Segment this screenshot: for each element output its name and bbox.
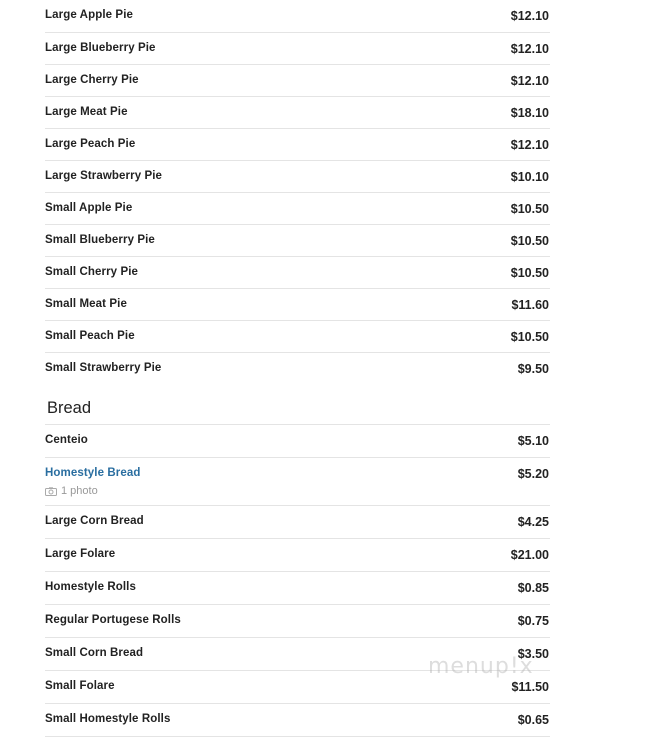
menu-item bbox=[45, 257, 550, 289]
item-price: $4.25 bbox=[517, 515, 549, 529]
item-price: $12.10 bbox=[510, 74, 549, 88]
item-name: Centeio bbox=[45, 434, 88, 446]
photo-link[interactable] bbox=[45, 485, 140, 497]
item-name: Homestyle Rolls bbox=[45, 581, 136, 593]
item-price: $10.50 bbox=[510, 202, 549, 216]
item-price: $11.50 bbox=[511, 680, 549, 694]
camera-icon bbox=[45, 487, 57, 496]
menu-item bbox=[45, 506, 550, 539]
item-name: Regular Portugese Rolls bbox=[45, 614, 181, 626]
menu-item-with-photo[interactable] bbox=[45, 458, 550, 506]
menu-item bbox=[45, 129, 550, 161]
item-name: Large Apple Pie bbox=[45, 9, 133, 21]
menu-item bbox=[45, 193, 550, 225]
menu-item bbox=[45, 33, 550, 65]
menu-item bbox=[45, 289, 550, 321]
section-title-bread: Bread bbox=[45, 385, 550, 425]
menu-item bbox=[45, 225, 550, 257]
item-name: Small Corn Bread bbox=[45, 647, 144, 659]
menu-item bbox=[45, 605, 550, 638]
item-name: Large Cherry Pie bbox=[45, 74, 139, 86]
item-price: $10.50 bbox=[510, 234, 549, 248]
menu-item bbox=[45, 321, 550, 353]
photo-count: 1 photo bbox=[61, 485, 98, 497]
item-price: $3.50 bbox=[517, 647, 549, 661]
item-name: Small Meat Pie bbox=[45, 298, 127, 310]
item-price: $0.65 bbox=[517, 713, 549, 727]
item-price: $12.10 bbox=[510, 9, 549, 23]
menu-item bbox=[45, 704, 550, 737]
item-name-link[interactable]: Homestyle Bread bbox=[45, 467, 141, 479]
item-price: $5.20 bbox=[517, 467, 549, 481]
item-name: Small Strawberry Pie bbox=[45, 362, 162, 374]
item-price: $18.10 bbox=[510, 106, 549, 120]
menu-list bbox=[45, 0, 550, 737]
item-price: $21.00 bbox=[510, 548, 549, 562]
item-name: Large Strawberry Pie bbox=[45, 170, 163, 182]
menu-item bbox=[45, 161, 550, 193]
item-price: $11.60 bbox=[511, 298, 549, 312]
menu-item bbox=[45, 539, 550, 572]
item-name: Small Apple Pie bbox=[45, 202, 133, 214]
menu-item bbox=[45, 353, 550, 385]
menu-item bbox=[45, 65, 550, 97]
item-price: $10.10 bbox=[510, 170, 549, 184]
menu-item bbox=[45, 0, 550, 33]
item-name: Small Peach Pie bbox=[45, 330, 135, 342]
item-name: Small Cherry Pie bbox=[45, 266, 139, 278]
item-name: Small Homestyle Rolls bbox=[45, 713, 171, 725]
item-price: $9.50 bbox=[517, 362, 549, 376]
item-name: Large Blueberry Pie bbox=[45, 42, 156, 54]
item-name: Large Meat Pie bbox=[45, 106, 128, 118]
item-price: $10.50 bbox=[510, 330, 549, 344]
item-name: Large Peach Pie bbox=[45, 138, 136, 150]
item-name: Small Folare bbox=[45, 680, 115, 692]
menu-item bbox=[45, 425, 550, 458]
item-info bbox=[45, 467, 140, 497]
item-name: Large Corn Bread bbox=[45, 515, 144, 527]
item-name: Small Blueberry Pie bbox=[45, 234, 155, 246]
item-price: $12.10 bbox=[510, 138, 549, 152]
menu-item bbox=[45, 572, 550, 605]
item-price: $12.10 bbox=[510, 42, 549, 56]
item-price: $10.50 bbox=[510, 266, 549, 280]
menu-item bbox=[45, 97, 550, 129]
item-price: $0.75 bbox=[517, 614, 549, 628]
watermark: menup!x bbox=[428, 654, 534, 679]
item-price: $5.10 bbox=[517, 434, 549, 448]
item-price: $0.85 bbox=[517, 581, 549, 595]
item-name: Large Folare bbox=[45, 548, 116, 560]
